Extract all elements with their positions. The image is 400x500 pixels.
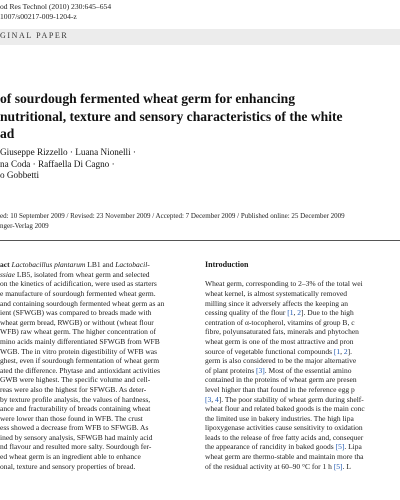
copyright-line: nger-Verlag 2009 xyxy=(0,221,49,230)
abstract-line: were lower than those found in WFB. The crust xyxy=(0,413,143,423)
abstract-line: onal, texture and sensory properties of bread. xyxy=(0,461,136,471)
citation-link[interactable]: [1 xyxy=(333,346,341,356)
abstract-line: and containing sourdough fermented wheat germ as an xyxy=(0,298,165,308)
abstract-line: ance and fracturability of breads containing wheat xyxy=(0,404,151,414)
intro-line: of the residual activity at 60–90 °C for 1 h [5]. L xyxy=(205,461,351,471)
title-line-2: nutritional, texture and sensory characteristics of the white xyxy=(0,108,343,124)
intro-line: [3, 4]. The poor stability of wheat germ during shelf- xyxy=(205,394,364,404)
abstract-column xyxy=(0,241,164,471)
abstract-line: act Lactobacillus plantarum LB1 and Lactobacil- xyxy=(0,260,150,270)
citation-link[interactable]: [3 xyxy=(205,394,212,404)
authors-line-2: na Coda · Raffaella Di Cagno · xyxy=(0,158,115,169)
abstract-line: ssiae LB5, isolated from wheat germ and selected xyxy=(0,269,150,279)
introduction-heading: Introduction xyxy=(205,260,249,270)
title-line-1: of sourdough fermented wheat germ for enhancing xyxy=(0,91,296,106)
intro-line: centration of α-tocopherol, vitamins of group B, c xyxy=(205,317,355,327)
abstract-line: ess showed a decrease from WFB to SFWGB. As xyxy=(0,423,149,433)
abstract-line xyxy=(0,251,164,261)
title-line-3: ad xyxy=(0,126,15,141)
intro-line: wheat germ is one of the most attractive and pron xyxy=(205,336,354,346)
publication-dates xyxy=(0,212,345,231)
intro-line: cessing quality of the flour [1, 2]. Due to the high xyxy=(205,308,354,318)
abstract-line: GWB were highest. The specific volume and cell- xyxy=(0,375,151,385)
intro-line: wheat germ are thermo-stable and maintain more tha xyxy=(205,452,364,462)
intro-line: the appearance of rancidity in baked goods [5]. Lipa xyxy=(205,442,362,452)
citation-link[interactable]: [5] xyxy=(335,442,345,452)
section-label: GINAL PAPER xyxy=(0,31,69,40)
abstract-line: ghest, even if sourdough fermentation of wheat germ xyxy=(0,356,160,366)
article-title xyxy=(0,90,343,143)
abstract-line: on the kinetics of acidification, were used as starters xyxy=(0,279,157,289)
abstract-line: ient (SFWGB) was compared to breads made with xyxy=(0,308,152,318)
intro-line: germ is also considered to be the major alternative xyxy=(205,356,357,366)
abstract-line: ated the difference. Phytase and antioxidant activities xyxy=(0,365,161,375)
abstract-line: ed wheat germ is an ingredient able to enhance xyxy=(0,452,141,462)
intro-line: contained in the proteins of wheat germ are presen xyxy=(205,375,357,385)
citation-link[interactable]: [5] xyxy=(333,461,343,471)
intro-line: of plant proteins [3]. Most of the essential amino xyxy=(205,365,352,375)
journal-line-1: od Res Technol (2010) 230:645–654 xyxy=(0,2,112,11)
citation-link[interactable]: 4 xyxy=(215,394,219,404)
abstract-line: by texture profile analysis, the values of hardness, xyxy=(0,394,151,404)
intro-line: wheat kernel, is almost systematically removed xyxy=(205,288,348,298)
abstract-line: nd flavour and resulted more salty. Sourdough fer- xyxy=(0,442,152,452)
intro-line: milling since it adversely affects the keeping an xyxy=(205,298,348,308)
abstract-line: e manufacture of sourdough fermented wheat germ. xyxy=(0,288,156,298)
authors-line-3: o Gobbetti xyxy=(0,170,40,180)
journal-doi: 1007/s00217-009-1204-z xyxy=(0,11,77,21)
intro-line: leads to the release of free fatty acids and, consequer xyxy=(205,432,364,442)
citation-link[interactable]: [1 xyxy=(287,308,294,318)
citation-link[interactable]: 2 xyxy=(297,308,302,318)
abstract-line: wheat germ bread, RWGB) or without (wheat flour xyxy=(0,317,154,327)
intro-line: fibre, polyunsaturated fats, minerals and phytochen xyxy=(205,327,359,337)
intro-line: source of vegetable functional compounds [1, 2]. xyxy=(205,346,353,356)
introduction-column xyxy=(205,241,365,471)
intro-line: wheat flour and related baked goods is the main conc xyxy=(205,404,365,414)
intro-line: lipoxygenase activities cause sensitivity to oxidation xyxy=(205,423,363,433)
abstract-line xyxy=(0,241,164,251)
abstract-line: ined by sensory analysis, SFWGB had mainly acid xyxy=(0,432,153,442)
journal-citation xyxy=(0,2,111,21)
abstract-line: mino acids mainly differentiated SFWGB from WFB xyxy=(0,336,160,346)
citation-link[interactable]: 2 xyxy=(343,346,348,356)
abstract-line: WFB) raw wheat germ. The higher concentration of xyxy=(0,327,157,337)
dates-line: ed: 10 September 2009 / Revised: 23 November 2009 / Accepted: 7 December 2009 / Published online: 25 December 2009 xyxy=(0,212,345,220)
authors-line-1: Giuseppe Rizzello · Luana Nionelli · xyxy=(0,147,136,157)
author-list xyxy=(0,147,136,182)
abstract-line: WGB. The in vitro protein digestibility of WFB was xyxy=(0,346,158,356)
intro-line: Wheat germ, corresponding to 2–3% of the total wei xyxy=(205,279,363,289)
intro-line: the limited use in bakery industries. The high lipa xyxy=(205,413,354,423)
intro-line: level higher than that found in the reference egg p xyxy=(205,384,355,394)
abstract-line: reas were also the highest for SFWGB. As deter- xyxy=(0,384,147,394)
citation-link[interactable]: [3] xyxy=(256,365,265,375)
